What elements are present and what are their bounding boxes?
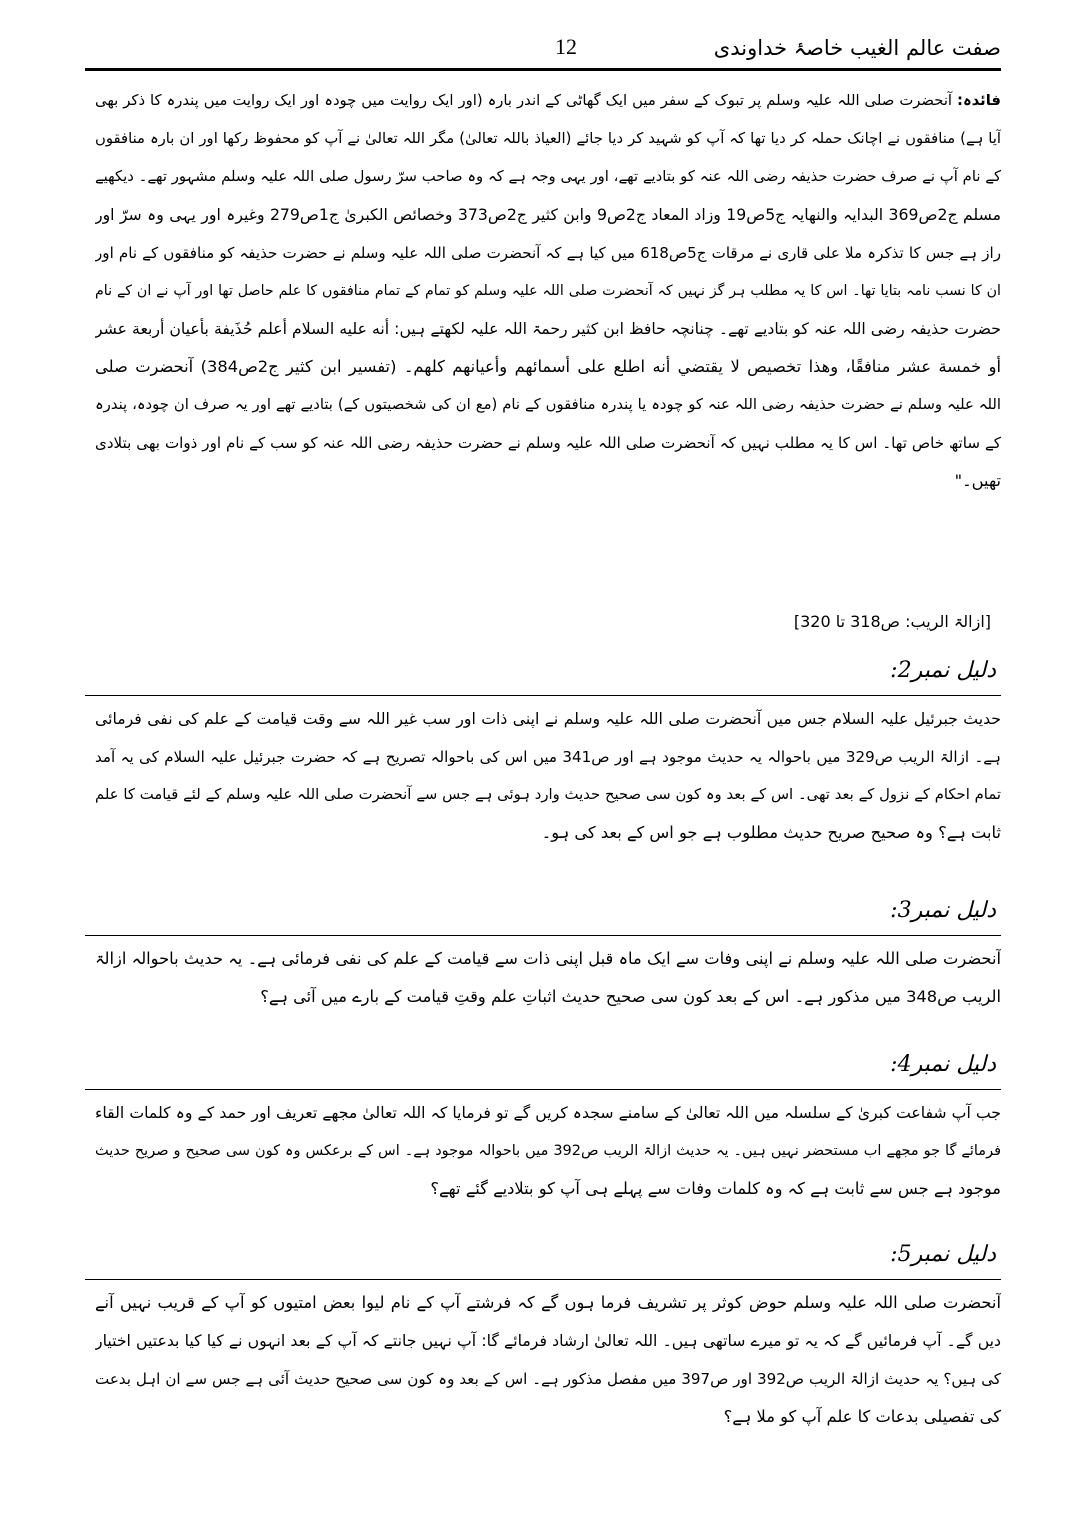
text-line: کے نام آپ نے صرف حضرت حذیفہ رضی اللہ عنہ کو بتادیے تھے، اور یہی وجہ ہے کہ وہ صاحب سرّ رسول صلی اللہ علیہ وسلم مشہور تھے۔ دیکھیے (95, 168, 1001, 185)
text-line: فرمائے گا جو مجھے اب مستحضر نہیں ہیں۔ یہ حدیث ازالۃ الریب ص392 میں باحوالہ موجود ہے۔ اس کے برعکس وہ کون سی صحیح و صریح حدیث (95, 1143, 1001, 1159)
text-line: آنحضرت صلی اللہ علیہ وسلم نے اپنی وفات سے ایک ماہ قبل اپنی ذات سے قیامت کے علم کی نفی فرمائی ہے۔ یہ حدیث باحوالہ ازالۃ (95, 949, 1001, 968)
text-line: کی تفصیلی بدعات کا علم آپ کو ملا ہے؟ (723, 1407, 1001, 1426)
text-line: موجود ہے جس سے ثابت ہے کہ وہ کلمات وفات سے پہلے ہی آپ کو بتلادیے گئے تھے؟ (430, 1179, 1001, 1198)
text-line: أو خمسة عشر منافقًا، وهذا تخصيص لا يقتضي أنه اطلع على أسمائهم وأعيانهم كلهم۔ (تفسیر ابن کثیر ج2ص384) آنحضرت صلی (95, 357, 1001, 376)
faida-lead: فائدہ: (957, 92, 1001, 109)
text-line: راز ہے جس کا تذکرہ ملا علی قاری نے مرقات ج5ص618 میں کیا ہے کہ آنحضرت صلی اللہ علیہ وسلم نے حضرت حذیفہ کو منافقوں کے نام اور (95, 244, 1001, 262)
paragraph-dalil-5 (95, 1284, 1001, 1436)
text-line: آنحضرت صلی اللہ علیہ وسلم حوض کوثر پر تشریف فرما ہوں گے کہ فرشتے آپ کے نام لیوا بعض امتیوں کو آپ کے قریب نہیں آنے (95, 1293, 1001, 1312)
header-title: صفت عالم الغیب خاصۂ خداوندی (713, 36, 1001, 60)
text-line: مسلم ج2ص369 البدایہ والنھایہ ج5ص19 وزاد المعاد ج2ص9 وابن کثیر ج2ص373 وخصائص الکبریٰ ج1ص279 وغیرہ اور یہی وہ سرّ اور (95, 205, 1001, 224)
text-line: تمام احکام کے نزول کے بعد تھی۔ اس کے بعد وہ کون سی صحیح حدیث وارد ہوئی ہے جس سے آنحضرت صلی اللہ علیہ وسلم کے لئے قیامت کا علم (95, 786, 1001, 803)
text-line: الریب ص348 میں مذکور ہے۔ اس کے بعد کون سی صحیح حدیث اثباتِ علم وقتِ قیامت کے بارے میں آئی ہے؟ (260, 987, 1001, 1006)
paragraph-dalil-2 (95, 700, 1001, 852)
text-line: ہے۔ ازالۃ الریب ص329 میں باحوالہ یہ حدیث موجود ہے اور ص341 میں اس کی باحوالہ تصریح ہے کہ حضرت جبرئیل علیہ السلام کی یہ آمد (95, 748, 1001, 766)
text-line: کی ہیں؟ یہ حدیث ازالۃ الریب ص392 اور ص397 میں مفصل مذکور ہے۔ اس کے بعد وہ کون سی صحیح حدیث آئی ہے جس سے ان اہل بدعت (95, 1370, 1001, 1388)
text-line: جب آپ شفاعت کبریٰ کے سلسلہ میں اللہ تعالیٰ کے سامنے سجدہ کریں گے تو فرمایا کہ اللہ تعالیٰ مجھے تعریف اور حمد کے وہ کلمات القاء (95, 1103, 1001, 1122)
text-line: ثابت ہے؟ وہ صحیح صریح حدیث مطلوب ہے جو اس کے بعد کی ہو۔ (541, 823, 1001, 842)
header-rule (85, 68, 1001, 71)
text-line: ان کا نسب نامہ بتایا تھا۔ اس کا یہ مطلب ہر گز نہیں کہ آنحضرت صلی اللہ علیہ وسلم کو تمام کے تمام منافقوں کا علم حاصل تھا اور آپ نے ان کے نام (95, 283, 1001, 299)
section-heading: دلیل نمبر3: (890, 898, 996, 923)
text-line: حدیث جبرئیل علیہ السلام جس میں آنحضرت صلی اللہ علیہ وسلم نے اپنی ذات اور سب غیر اللہ سے وقت قیامت کے علم کی نفی فرمائی (95, 709, 1001, 728)
text-line: آیا ہے) منافقوں نے اچانک حملہ کر دیا تھا کہ آپ کو شہید کر دیا جائے (العیاذ باللہ تعالیٰ) مگر اللہ تعالیٰ نے آپ کو محفوظ رکھا اور ان بارہ منافقوں (95, 130, 1001, 147)
line-text: آنحضرت صلی اللہ علیہ وسلم پر تبوک کے سفر میں ایک گھاٹی کے اندر بارہ (اور ایک روایت میں چودہ اور ایک روایت میں پندرہ کا ذکر بھی (95, 92, 953, 109)
text-line: تھیں۔" (954, 471, 1001, 490)
page-header (85, 28, 1001, 68)
section-heading: دلیل نمبر2: (890, 658, 996, 683)
paragraph-dalil-4 (95, 1094, 1001, 1208)
heading-rule (85, 1279, 1001, 1280)
page-number: 12 (555, 34, 577, 59)
text-line: کے ساتھ خاص تھا۔ اس کا یہ مطلب نہیں کہ آنحضرت صلی اللہ علیہ وسلم نے حضرت حذیفہ رضی اللہ عنہ کو سب کے نام اور ذوات بھی بتلادی (95, 434, 1001, 452)
paragraph-faida (95, 82, 1001, 500)
paragraph-dalil-3 (95, 940, 1001, 1016)
text-line: اللہ علیہ وسلم نے حضرت حذیفہ رضی اللہ عنہ کو چودہ یا پندرہ منافقوں کے نام (مع ان کی شخصیتوں کے) بتادیے تھے اور یہ صرف ان چودہ، پندرہ (95, 396, 1001, 413)
text-line (95, 82, 1001, 120)
section-heading: دلیل نمبر4: (890, 1052, 996, 1077)
heading-rule (85, 695, 1001, 696)
section-heading: دلیل نمبر5: (890, 1242, 996, 1267)
text-line: حضرت حذیفہ رضی اللہ عنہ کو بتادیے تھے۔ چنانچہ حافظ ابن کثیر رحمۃ اللہ علیہ لکھتے ہیں: أنه عليه السلام أعلم حُذَيفة بأعيان أربعة عشر (95, 319, 1001, 338)
reference-citation: [ازالۃ الریب: ص318 تا 320] (793, 612, 991, 631)
heading-rule (85, 935, 1001, 936)
text-line: دیں گے۔ آپ فرمائیں گے کہ یہ تو میرے ساتھی ہیں۔ اللہ تعالیٰ ارشاد فرمائے گا: آپ نہیں جانتے کہ آپ کے بعد انہوں نے کیا کیا بدعتیں اختیار (95, 1331, 1001, 1350)
heading-rule (85, 1089, 1001, 1090)
